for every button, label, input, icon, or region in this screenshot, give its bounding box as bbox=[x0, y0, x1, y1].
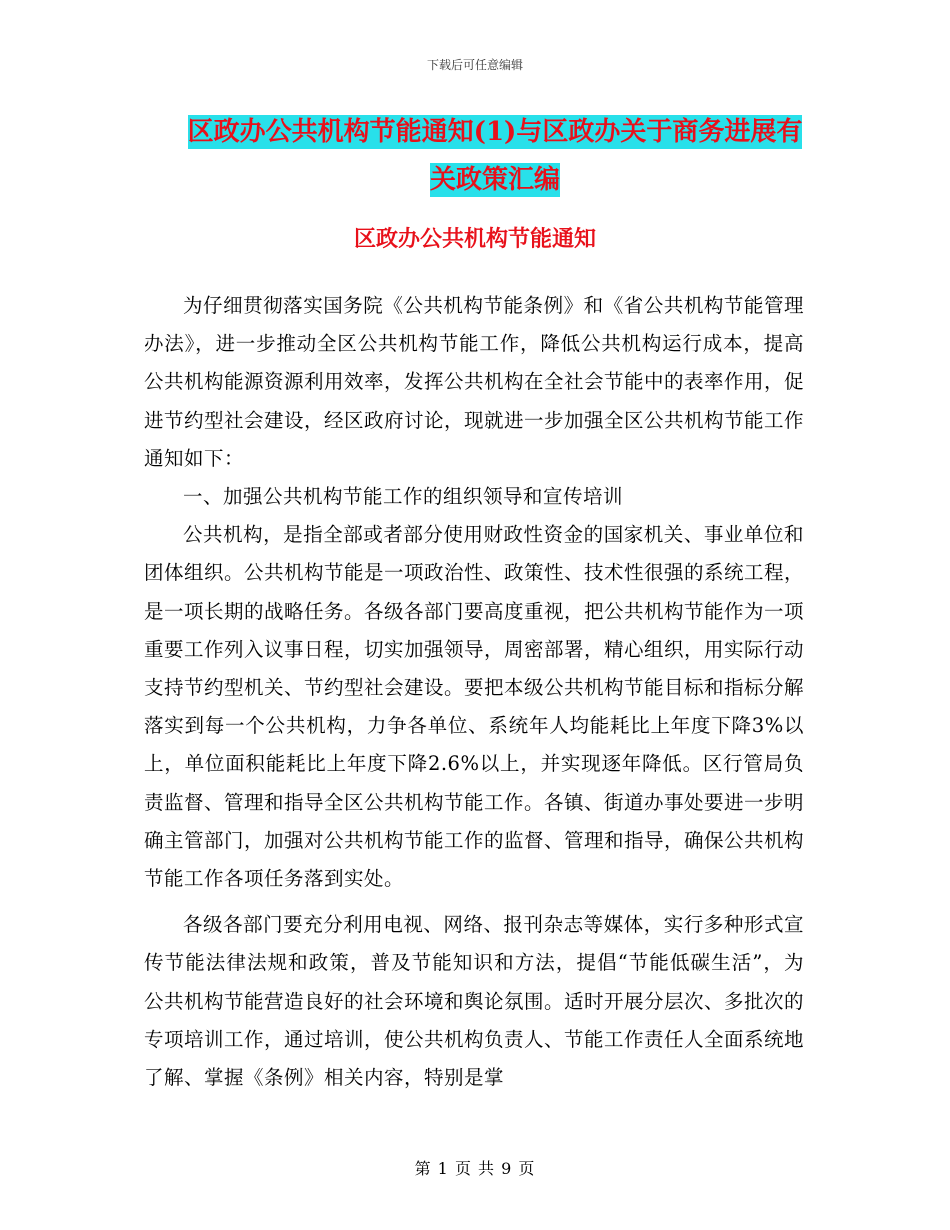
document-title-line-2: 关政策汇编 bbox=[429, 165, 560, 195]
page-number: 第 1 页 共 9 页 bbox=[414, 1159, 536, 1178]
paragraph-public-institutions: 公共机构，是指全部或者部分使用财政性资金的国家机关、事业单位和团体组织。公共机构节能是一项政治性、政策性、技术性很强的系统工程，是一项长期的战略任务。各级各部门要高度重视，把公共机构节能作为一项重要工作列入议事日程，切实加强领导，周密部署，精心组织，用实际行动支持节约型机关、节约型社会建设。要把本级公共机构节能目标和指标分解落实到每一个公共机构，力争各单位、系统年人均能耗比上年度下降3%以上，单位面积能耗比上年度下降2.6%以上，并实现逐年降低。区行管局负责监督、管理和指导全区公共机构节能工作。各镇、街道办事处要进一步明确主管部门，加强对公共机构节能工作的监督、管理和指导，确保公共机构节能工作各项任务落到实处。 bbox=[144, 523, 805, 891]
paragraph-publicity: 各级各部门要充分利用电视、网络、报刊杂志等媒体，实行多种形式宣传节能法律法规和政策，普及节能知识和方法，提倡“节能低碳生活”，为公共机构节能营造良好的社会环境和舆论氛围。适时开展分层次、多批次的专项培训工作，通过培训，使公共机构负责人、节能工作责任人全面系统地了解、掌握《条例》相关内容，特别是掌 bbox=[144, 913, 805, 1090]
document-title-line-1: 区政办公共机构节能通知(1)与区政办关于商务进展有 bbox=[187, 117, 803, 147]
page-header-note: 下载后可任意编辑 bbox=[426, 58, 523, 72]
document-title bbox=[145, 108, 845, 204]
paragraph-heading-1: 一、加强公共机构节能工作的组织领导和宣传培训 bbox=[183, 485, 624, 509]
document-body bbox=[144, 287, 804, 1097]
section-heading: 区政办公共机构节能通知 bbox=[353, 226, 596, 252]
paragraph-intro: 为仔细贯彻落实国务院《公共机构节能条例》和《省公共机构节能管理办法》，进一步推动全区公共机构节能工作，降低公共机构运行成本，提高公共机构能源资源利用效率，发挥公共机构在全社会节能中的表率作用，促进节约型社会建设，经区政府讨论，现就进一步加强全区公共机构节能工作通知如下： bbox=[144, 294, 805, 470]
